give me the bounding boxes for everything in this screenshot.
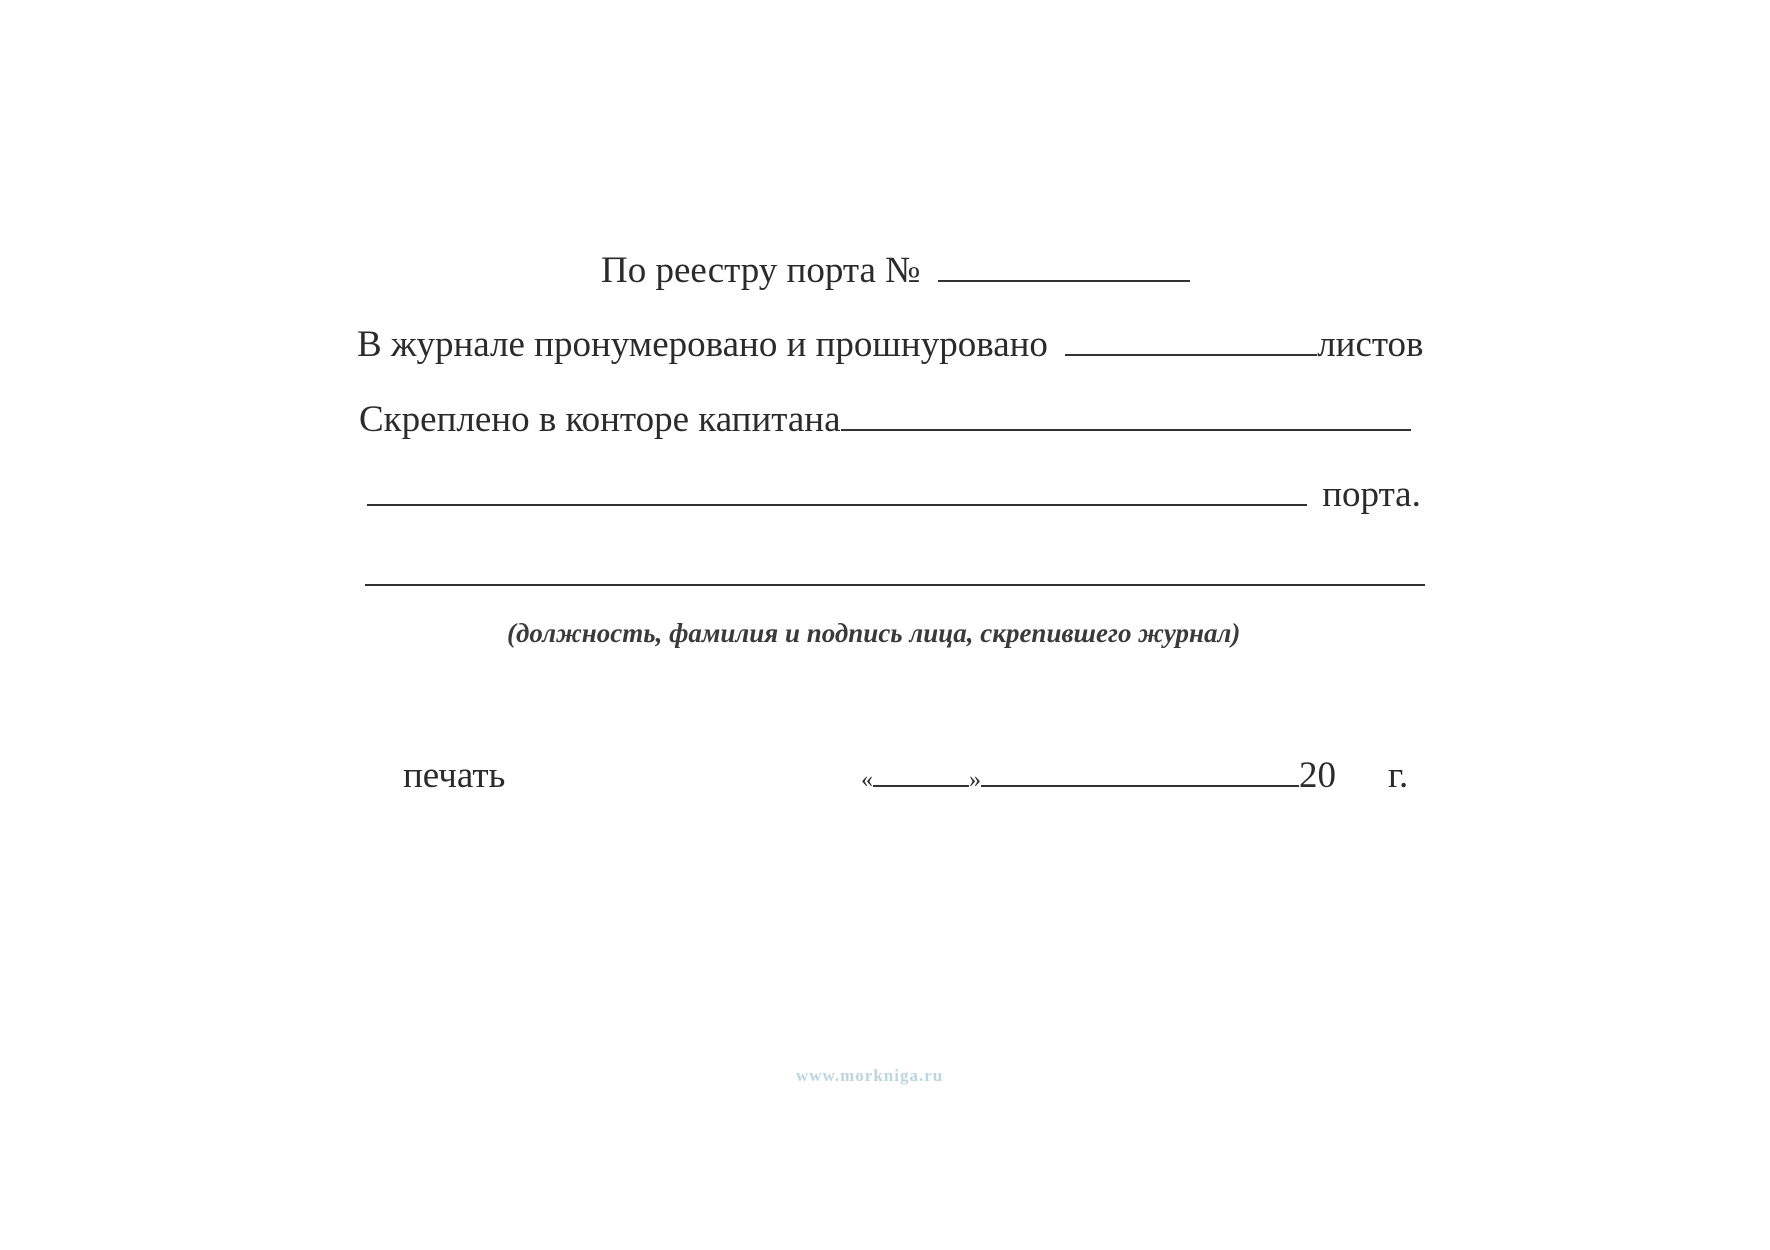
registry-number-blank[interactable]: [938, 252, 1190, 282]
port-name-row: [367, 476, 1421, 513]
captain-office-label: Скреплено в конторе капитана: [359, 399, 841, 440]
signature-blank[interactable]: [365, 556, 1425, 586]
watermark-text: www.morkniga.ru: [796, 1066, 944, 1085]
day-close-quote: »: [969, 767, 981, 793]
captain-office-row: [359, 401, 1411, 438]
sheet-count-blank[interactable]: [1065, 326, 1317, 356]
day-open-quote: «: [861, 767, 873, 793]
sheet-count-row: [357, 326, 1424, 363]
captain-office-blank[interactable]: [841, 401, 1411, 431]
sheet-count-label: В журнале пронумеровано и прошнуровано: [357, 324, 1048, 365]
year-suffix: г.: [1388, 755, 1409, 796]
signature-row: [365, 556, 1425, 593]
date-row: [861, 757, 1408, 794]
registry-number-row: [601, 252, 1190, 289]
month-blank[interactable]: [981, 757, 1299, 787]
day-blank[interactable]: [873, 757, 969, 787]
registry-number-label: По реестру порта №: [601, 250, 921, 291]
port-name-suffix: порта.: [1322, 474, 1421, 515]
signature-caption: (должность, фамилия и подпись лица, скрепившего журнал): [507, 618, 1241, 648]
sheet-count-suffix: листов: [1317, 324, 1424, 365]
year-prefix: 20: [1299, 755, 1336, 796]
stamp-label: печать: [403, 755, 506, 796]
port-name-blank[interactable]: [367, 476, 1307, 506]
